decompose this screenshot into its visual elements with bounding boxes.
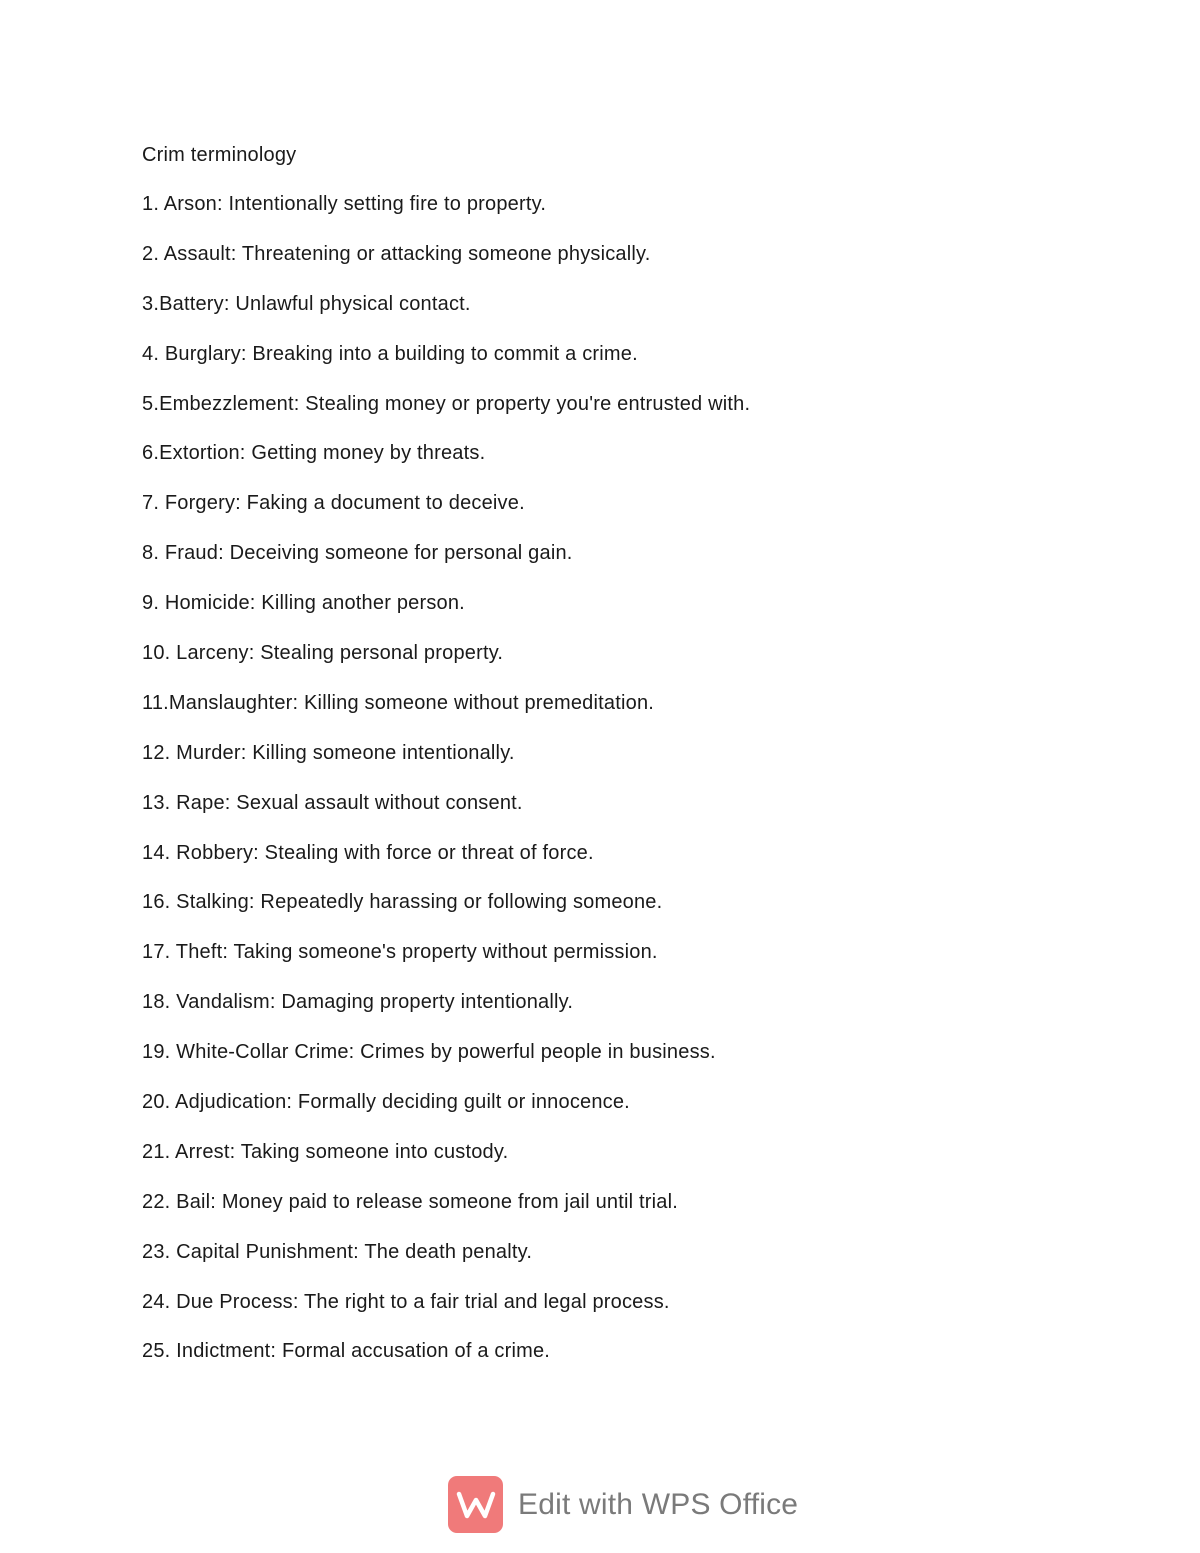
term-item-2: 2. Assault: Threatening or attacking someone physically. xyxy=(142,242,651,265)
term-item-5: 5.Embezzlement: Stealing money or property you're entrusted with. xyxy=(142,392,751,415)
term-item-23: 23. Capital Punishment: The death penalty. xyxy=(142,1240,533,1263)
term-item-11: 11.Manslaughter: Killing someone without premeditation. xyxy=(142,691,655,714)
document-title: Crim terminology xyxy=(142,144,297,166)
term-item-21: 21. Arrest: Taking someone into custody. xyxy=(142,1140,509,1163)
term-item-18: 18. Vandalism: Damaging property intentionally. xyxy=(142,991,574,1014)
term-item-12: 12. Murder: Killing someone intentionally. xyxy=(142,741,515,764)
term-item-19: 19. White-Collar Crime: Crimes by powerful people in business. xyxy=(142,1041,716,1064)
term-item-22: 22. Bail: Money paid to release someone from jail until trial. xyxy=(142,1190,678,1213)
term-item-13: 13. Rape: Sexual assault without consent. xyxy=(142,791,523,814)
term-item-20: 20. Adjudication: Formally deciding guilt or innocence. xyxy=(142,1091,630,1114)
term-item-4: 4. Burglary: Breaking into a building to commit a crime. xyxy=(142,342,638,365)
term-item-1: 1. Arson: Intentionally setting fire to property. xyxy=(142,193,547,215)
wps-watermark-text: Edit with WPS Office xyxy=(518,1487,799,1521)
term-item-6: 6.Extortion: Getting money by threats. xyxy=(142,442,486,465)
term-item-16: 16. Stalking: Repeatedly harassing or following someone. xyxy=(142,891,663,914)
wps-logo-icon xyxy=(448,1476,503,1533)
term-item-14: 14. Robbery: Stealing with force or threat of force. xyxy=(142,841,594,864)
term-item-10: 10. Larceny: Stealing personal property. xyxy=(142,642,504,665)
term-list xyxy=(142,191,750,1388)
term-item-25: 25. Indictment: Formal accusation of a crime. xyxy=(142,1340,551,1363)
term-item-17: 17. Theft: Taking someone's property without permission. xyxy=(142,941,658,964)
term-item-3: 3.Battery: Unlawful physical contact. xyxy=(142,292,471,315)
term-item-9: 9. Homicide: Killing another person. xyxy=(142,592,465,615)
term-item-8: 8. Fraud: Deceiving someone for personal gain. xyxy=(142,542,573,565)
term-item-7: 7. Forgery: Faking a document to deceive. xyxy=(142,492,525,515)
wps-watermark[interactable] xyxy=(448,1476,798,1533)
term-item-24: 24. Due Process: The right to a fair trial and legal process. xyxy=(142,1290,670,1313)
